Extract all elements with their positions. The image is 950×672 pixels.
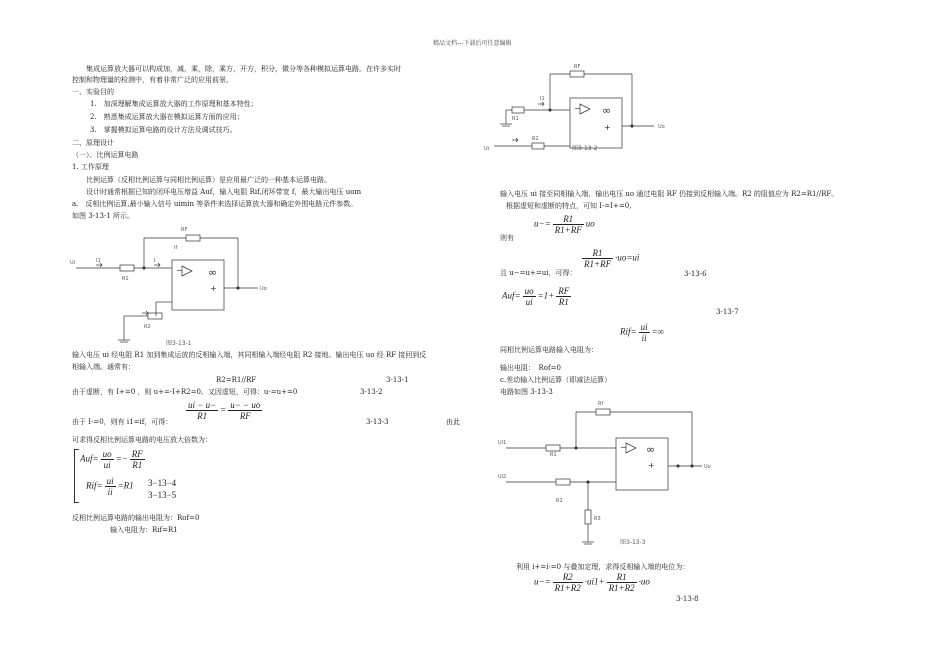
eq-lhs: Auf= — [502, 290, 521, 301]
equation-number: 3-13-1 — [386, 376, 409, 384]
opamp-inf: ∞ — [602, 104, 612, 117]
label-ui: Ui — [70, 260, 76, 266]
eq-lhs: u−= — [534, 576, 551, 587]
opamp-plus: + — [604, 123, 611, 132]
equation-u-minus — [534, 214, 595, 235]
label-rf: RF — [181, 227, 188, 233]
opamp-inf: ∞ — [646, 443, 656, 456]
fraction-numerator: uo — [102, 449, 112, 459]
paragraph: 输入电压 ui 经电阻 R1 加到集成运放的反相输入端，其同相输入端经电阻 R2 接地。输出电压 uo 经 RF 接回到反 — [72, 351, 427, 359]
fraction-denominator: ui — [525, 297, 533, 307]
fraction-denominator: R1+R2 — [554, 583, 581, 593]
label-ui1: Ui1 — [498, 440, 507, 446]
section-heading-design: 二、原理设计 — [72, 139, 114, 147]
intro-line-1: 集成运算放大器可以构成加，减，乘，除，乘方，开方，积分，微分等各种模拟运算电路。在许多实时 — [86, 65, 401, 73]
label-i1: I1 — [540, 96, 545, 102]
circuit-figure-3-13-3 — [496, 398, 716, 550]
equation-3-13-7 — [502, 286, 573, 307]
goal-item: 1. 加深理解集成运算放大器的工作原理和基本特性； — [90, 100, 258, 108]
eq-lhs: Rif= — [86, 480, 103, 491]
opamp-minus: − — [620, 443, 627, 452]
equation-brace — [74, 449, 79, 503]
circuit-figure-3-13-2 — [484, 62, 684, 152]
paragraph: 设计时通常根据已知的闭环电压增益 Auf，输入电阻 Rif,闭环带宽 f，最大输出电压 uom — [86, 188, 362, 196]
equation-auf — [80, 449, 147, 470]
label-r1: R1 — [550, 452, 557, 458]
fraction-denominator: ii — [107, 487, 113, 497]
equation: R2=R1//RF — [216, 376, 257, 384]
eq-rhs: ·uo — [638, 576, 650, 587]
equation-number: 3-13-6 — [684, 270, 707, 278]
fraction-denominator: R1+R2 — [608, 583, 635, 593]
equation-rif-inf — [620, 322, 664, 343]
goal-item: 3. 掌握模拟运算电路的设计方法及调试技巧。 — [90, 126, 237, 134]
eq-lhs: Rif= — [620, 326, 637, 337]
fraction-numerator: RF — [131, 449, 143, 459]
paragraph: 则有 — [500, 234, 514, 242]
fraction-denominator: R1 — [132, 460, 143, 470]
paragraph: 同相比例运算电路输入电阻为： — [500, 346, 598, 354]
label-r1: R1 — [122, 276, 129, 282]
fraction-denominator: R1+RF — [554, 225, 582, 235]
label-rf: Rf — [598, 401, 604, 407]
eq-mid: =1+ — [537, 290, 555, 301]
paragraph: 输出电阻： Rof=0 — [500, 364, 561, 372]
equation-rif — [86, 476, 134, 497]
paragraph: 利用 i+=i-=0 与叠加定理，求得反相输入端的电位为： — [516, 563, 690, 571]
fraction-numerator: RF — [558, 286, 570, 296]
label-r2: R2 — [556, 498, 563, 504]
paragraph: 输入电阻为：Rif=R1 — [110, 526, 178, 534]
eq-mid: =− — [115, 453, 128, 464]
label-r2: R2 — [144, 324, 151, 330]
equation-number: 3-13-7 — [716, 308, 739, 316]
eq-lhs: u−= — [534, 218, 551, 229]
opamp-plus: + — [210, 284, 217, 293]
eq-rhs: =∞ — [651, 326, 665, 337]
goal-item: 2. 熟悉集成运算放大器在模拟运算方面的应用； — [90, 113, 244, 121]
fraction-numerator: R1 — [553, 214, 584, 225]
intro-line-2: 控制和物理量的检测中，有着非常广泛的应用前景。 — [72, 76, 233, 84]
figure-caption: 图3-13-3 — [620, 539, 646, 546]
label-uo: Uo — [658, 124, 665, 130]
equation-number: 3−13−4 — [148, 478, 177, 488]
opamp-minus: − — [176, 266, 183, 275]
equation-number: 3-13-2 — [360, 388, 383, 396]
eq-mid: ·ui1+ — [584, 576, 605, 587]
paragraph: 由于 I-=0，则有 i1=if，可得： — [72, 418, 173, 426]
fraction-denominator: ii — [641, 333, 647, 343]
fraction-numerator: R1 — [607, 572, 637, 583]
equation-number: 3−13−5 — [148, 490, 177, 500]
fraction-denominator: R1+RF — [584, 259, 612, 269]
label-ui: Ui — [484, 146, 490, 152]
paragraph: 输入电压 ui 接至同相输入端，输出电压 uo 通过电阻 RF 仍接到反相输入端。R2 的阻值应为 R2=R1//RF。 — [500, 190, 839, 198]
fraction-numerator: R1 — [582, 248, 613, 259]
label-ui2: Ui2 — [498, 474, 507, 480]
label-i1: I1 — [96, 258, 101, 264]
label-rf: RF — [574, 64, 581, 70]
paragraph: 由于虚断，有 I+=0 ，则 u+=-I+R2=0。又因虚短，可得：u-=u+=0 — [72, 388, 298, 396]
paragraph: c.差动输入比例运算（即减法运算） — [500, 376, 612, 384]
label-i: I — [154, 258, 156, 264]
figure-caption: 图3-13-2 — [572, 145, 598, 152]
paragraph: 相输入端。通常有： — [72, 363, 135, 371]
fraction-denominator: ui — [103, 460, 111, 470]
fraction-numerator: ui — [640, 322, 648, 332]
label-uo: Uo — [704, 464, 711, 470]
paragraph: 反相比例运算电路的输出电阻为：Rof=0 — [72, 514, 200, 522]
fraction-numerator: ui — [106, 476, 114, 486]
opamp-minus: − — [574, 104, 581, 113]
equation-3-13-6 — [580, 248, 639, 269]
paragraph: 根据虚短和虚断的特点，可知 I-=I+=0, — [506, 202, 632, 210]
subsection-heading: （一）、比例运算电路 — [72, 151, 139, 159]
label-r1: R1 — [512, 116, 519, 122]
opamp-inf: ∞ — [208, 266, 218, 279]
item-heading: 1. 工作原理 — [72, 163, 109, 171]
page-header: 精品文档---下载后可任意编辑 — [433, 40, 512, 47]
equation-number: 3-13-8 — [676, 595, 699, 603]
eq-rhs: ·uo=ui — [615, 252, 640, 263]
figure-caption: 图3-13-1 — [166, 340, 192, 347]
eq-lhs: Auf= — [80, 453, 99, 464]
opamp-plus: + — [648, 461, 655, 470]
paragraph: a. 反相比例运算,最小输入信号 uimin 等条件来选择运算放大器和确定外围电路元件参数。 — [72, 200, 358, 208]
equation-3-13-8 — [534, 572, 650, 593]
paragraph: 电路如图 3-13-3 — [500, 388, 553, 396]
circuit-figure-3-13-1 — [68, 222, 288, 346]
fraction-denominator: RF — [239, 411, 251, 421]
paragraph: 比例运算（反相比例运算与同相比例运算）是应用最广泛的一种基本运算电路。 — [86, 176, 331, 184]
label-r2: R2 — [532, 136, 539, 142]
paragraph: 且 u−=u+=ui，可得： — [500, 269, 577, 277]
fraction-denominator: R1 — [197, 411, 208, 421]
fraction-numerator: R2 — [553, 572, 583, 583]
fraction-denominator: R1 — [558, 297, 569, 307]
paragraph-tail: 由此 — [446, 418, 460, 426]
section-heading-goals: 一、实验目的 — [72, 88, 114, 96]
paragraph: 如图 3-13-1 所示。 — [72, 212, 134, 220]
paragraph: 可求得反相比例运算电路的电压放大倍数为： — [72, 436, 212, 444]
eq-rhs: uo — [585, 218, 595, 229]
label-r3: R3 — [594, 516, 601, 522]
fraction-numerator: ui − u− — [188, 400, 217, 410]
label-uo: Uo — [260, 286, 267, 292]
eq-rhs: =R1 — [117, 480, 134, 491]
label-if: If — [174, 245, 178, 251]
fraction-numerator: u− − uo — [230, 400, 261, 410]
equation-number: 3-13-3 — [366, 418, 389, 426]
fraction-numerator: uo — [524, 286, 534, 296]
equation-3-13-3: $\frac{ui - u-}{R1}$ = $\frac{u- - uo}{RF}$ — [188, 400, 261, 421]
